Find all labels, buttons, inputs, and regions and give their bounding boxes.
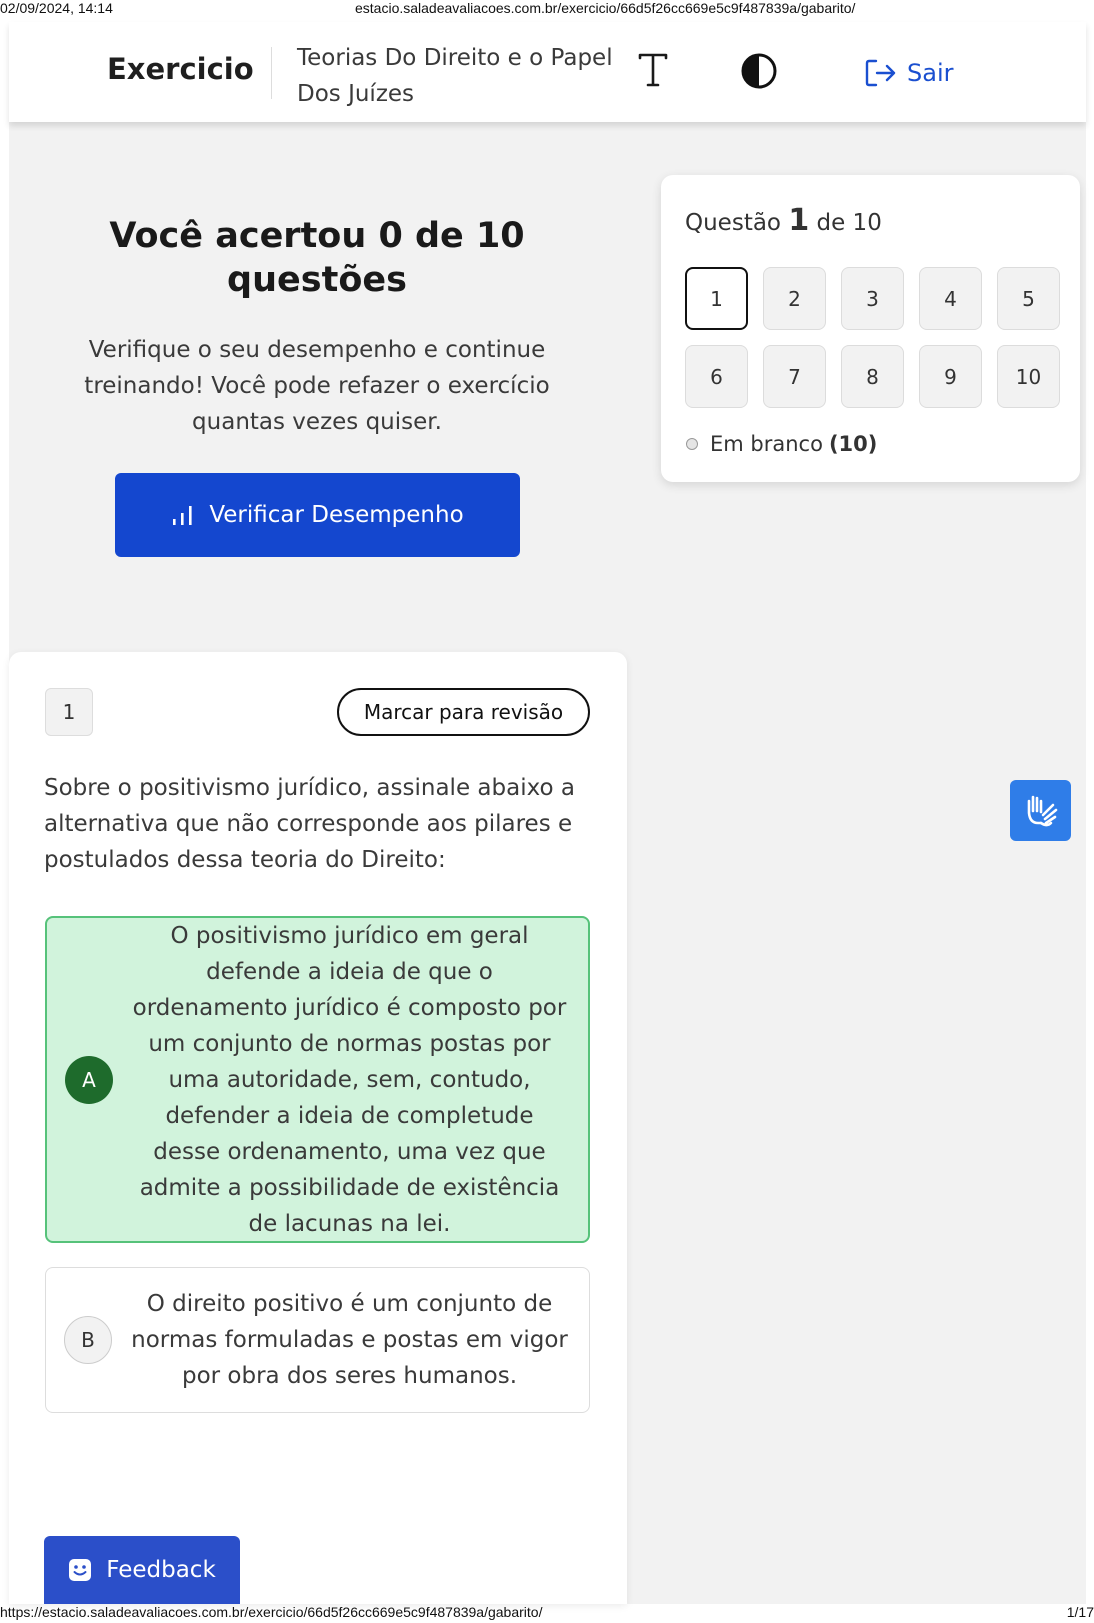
navigator-current: 1: [788, 203, 810, 238]
alternative-text: O positivismo jurídico em geral defende a ideia de que o ordenamento jurídico é composto por um conjunto de normas postas por uma autoridade, sem, contudo, defender a ideia de completude desse ordenamento, uma vez que admite a possibilidade de existência de lacunas na lei.: [132, 922, 567, 1237]
question-text: Sobre o positivismo jurídico, assinale abaixo a alternativa que não corresponde aos pilares e postulados dessa teoria do Direito:: [44, 775, 575, 873]
blank-legend: [686, 432, 877, 456]
course-title: Teorias Do Direito e o Papel Dos Juízes: [297, 45, 613, 107]
question-card: [9, 652, 627, 1604]
result-title: Você acertou 0 de 10 questões: [109, 216, 525, 300]
top-bar: [9, 22, 1086, 122]
question-button-6[interactable]: 6: [685, 345, 748, 408]
blank-legend-count: (10): [828, 432, 878, 456]
sign-language-hands-icon: [1021, 791, 1061, 831]
print-header: [0, 0, 1094, 18]
font-size-icon[interactable]: [637, 52, 669, 88]
feedback-button[interactable]: [44, 1536, 240, 1604]
smiley-icon: [68, 1558, 92, 1582]
print-full-url: https://estacio.saladeavaliacoes.com.br/exercicio/66d5f26cc669e5c9f487839a/gabarito/: [0, 1604, 543, 1620]
bar-chart-icon: [171, 504, 195, 526]
navigator-prefix: Questão: [685, 210, 781, 236]
mark-for-review-button[interactable]: Marcar para revisão: [337, 688, 590, 736]
logout-icon: [865, 58, 897, 88]
check-performance-button[interactable]: [115, 473, 520, 557]
question-button-5[interactable]: 5: [997, 267, 1060, 330]
question-button-10[interactable]: 10: [997, 345, 1060, 408]
logout-button[interactable]: [865, 56, 953, 90]
question-button-2[interactable]: 2: [763, 267, 826, 330]
alternative-text: O direito positivo é um conjunto de normas formuladas e postas em vigor por obra dos seres humanos.: [131, 1291, 568, 1389]
brand-title: Exercicio: [107, 52, 254, 86]
alternative-b[interactable]: [45, 1267, 590, 1413]
header-divider: [271, 47, 272, 99]
print-url: estacio.saladeavaliacoes.com.br/exercicio/66d5f26cc669e5c9f487839a/gabarito/: [355, 0, 856, 16]
logout-label: Sair: [907, 59, 954, 87]
question-button-8[interactable]: 8: [841, 345, 904, 408]
question-grid: [685, 267, 1061, 408]
alternative-a[interactable]: [45, 916, 590, 1243]
sign-language-button[interactable]: [1010, 780, 1071, 841]
result-summary: [70, 214, 564, 440]
print-footer: [0, 1604, 1094, 1622]
question-button-9[interactable]: 9: [919, 345, 982, 408]
question-button-4[interactable]: 4: [919, 267, 982, 330]
contrast-icon[interactable]: [740, 52, 778, 90]
question-button-7[interactable]: 7: [763, 345, 826, 408]
feedback-label: Feedback: [106, 1557, 216, 1583]
print-datetime: 02/09/2024, 14:14: [0, 0, 113, 16]
navigator-suffix: de 10: [816, 210, 882, 236]
result-subtitle: Verifique o seu desempenho e continue treinando! Você pode refazer o exercício quantas vezes quiser.: [84, 337, 550, 435]
question-button-3[interactable]: 3: [841, 267, 904, 330]
check-performance-label: Verificar Desempenho: [209, 502, 464, 528]
print-page-number: 1/17: [1066, 1604, 1094, 1620]
blank-legend-dot: [686, 438, 698, 450]
question-button-1[interactable]: 1: [685, 267, 748, 330]
alternative-letter: B: [64, 1316, 112, 1364]
navigator-header: [685, 203, 882, 238]
alternative-letter: A: [65, 1056, 113, 1104]
question-number-badge: 1: [45, 688, 93, 736]
question-navigator: [661, 175, 1080, 482]
blank-legend-label: Em branco: [710, 432, 823, 456]
